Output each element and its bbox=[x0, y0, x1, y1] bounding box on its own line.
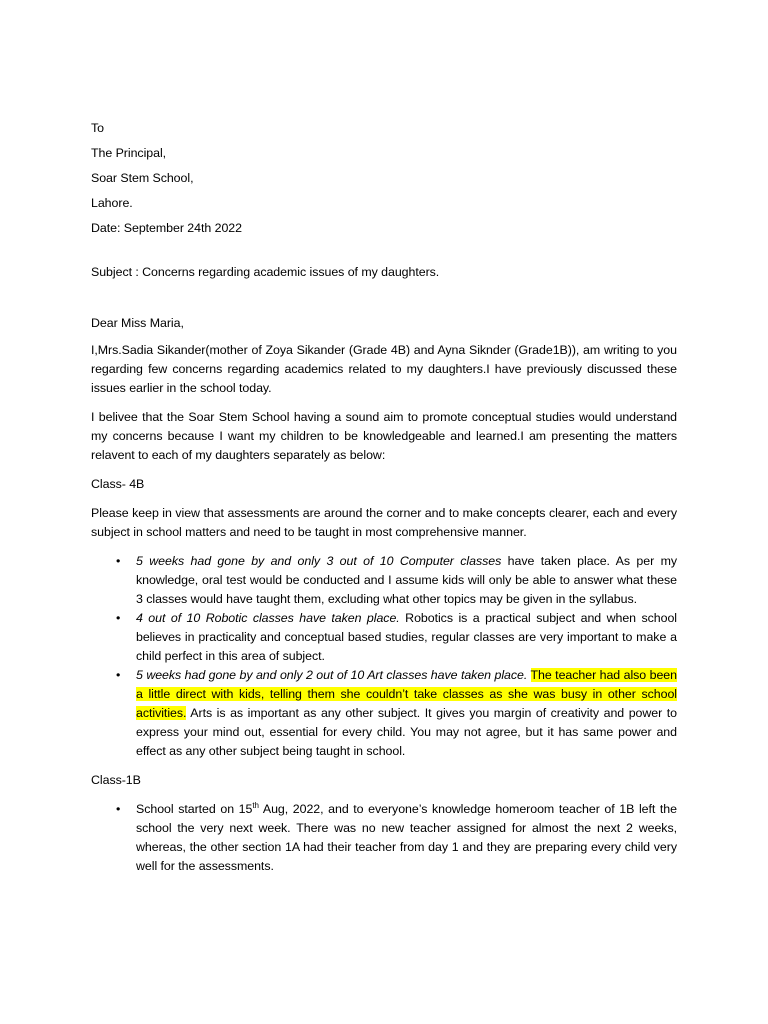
bullet-icon: • bbox=[116, 802, 121, 816]
letter-date: Date: September 24th 2022 bbox=[91, 221, 242, 235]
class-4b-heading: Class- 4B bbox=[91, 477, 145, 491]
bullet-text: Robotics is a practical subject and when school believes in practicality and conceptual based studies, regular classes are very important to make a child perfect in this area of subject. bbox=[136, 611, 677, 663]
bullet-icon: • bbox=[116, 611, 121, 625]
address-school: Soar Stem School, bbox=[91, 171, 194, 185]
letter-subject: Subject : Concerns regarding academic issues of my daughters. bbox=[91, 265, 440, 279]
bullet-italic-text: 4 out of 10 Robotic classes have taken place. bbox=[136, 611, 400, 625]
class-4b-intro: Please keep in view that assessments are around the corner and to make concepts clearer, each and every subject in school matters and need to be taught in most comprehensive manner. bbox=[91, 506, 677, 539]
highlighted-text: The teacher had also been a little direct with kids, telling them she couldn’t take classes as she was busy in other school activities. bbox=[136, 668, 677, 720]
address-city: Lahore. bbox=[91, 196, 133, 210]
bullet-text-start: School started on 15 bbox=[136, 802, 253, 816]
ordinal-suffix: th bbox=[252, 800, 259, 810]
list-item bbox=[91, 666, 677, 761]
list-item bbox=[91, 800, 677, 876]
bullet-text: Aug, 2022, and to everyone’s knowledge homeroom teacher of 1B left the school the very next week. There was no new teacher assigned for almost the next 2 weeks, whereas, the other section 1A had their teacher from day 1 and they are preparing every child very well for the assessments. bbox=[136, 802, 677, 873]
class-1b-heading: Class-1B bbox=[91, 773, 141, 787]
bullet-text: have taken place. As per my knowledge, oral test would be conducted and I assume kids will only be able to answer what these 3 classes would have taught them, excluding what other topics may be given in the syllabus. bbox=[136, 554, 677, 606]
paragraph-aim: I belivee that the Soar Stem School having a sound aim to promote conceptual studies would understand my concerns because I want my children to be knowledgeable and learned.I am presenting the matters relavent to each of my daughters separately as below: bbox=[91, 410, 677, 462]
bullet-text: Arts is as important as any other subject. It gives you margin of creativity and power to express your mind out, essential for every child. You may not agree, but it has same power and effect as any other subject being taught in school. bbox=[136, 706, 677, 758]
address-to: To bbox=[91, 121, 104, 135]
bullet-icon: • bbox=[116, 554, 121, 568]
list-item bbox=[91, 552, 677, 609]
bullet-icon: • bbox=[116, 668, 121, 682]
address-principal: The Principal, bbox=[91, 146, 167, 160]
class-4b-list bbox=[91, 552, 677, 761]
address-block bbox=[91, 119, 677, 244]
bullet-italic-text: 5 weeks had gone by and only 2 out of 10 Art classes have taken place. bbox=[136, 668, 528, 682]
paragraph-intro: I,Mrs.Sadia Sikander(mother of Zoya Sikander (Grade 4B) and Ayna Siknder (Grade1B)), am writing to you regarding few concerns regarding academics related to my daughters.I have previously discussed these issues earlier in the school today. bbox=[91, 343, 677, 395]
salutation: Dear Miss Maria, bbox=[91, 316, 184, 330]
letter-body bbox=[91, 119, 677, 886]
bullet-italic-text: 5 weeks had gone by and only 3 out of 10 Computer classes bbox=[136, 554, 502, 568]
class-1b-list bbox=[91, 800, 677, 876]
list-item bbox=[91, 609, 677, 666]
